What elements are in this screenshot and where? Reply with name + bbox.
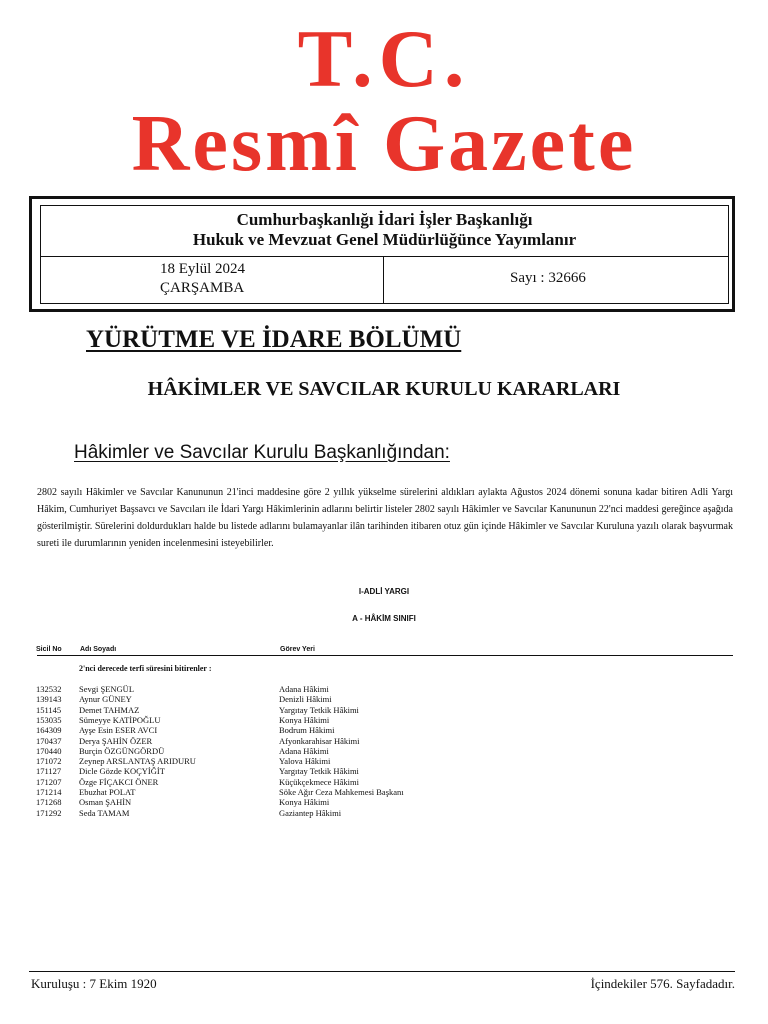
- registry-number: 171207: [36, 776, 62, 787]
- post-name: Adana Hâkimi: [279, 745, 329, 756]
- table-row: [0, 746, 768, 756]
- publisher-line-2: Hukuk ve Mevzuat Genel Müdürlüğünce Yayımlanır: [192, 230, 577, 249]
- subsection-title: HÂKİMLER VE SAVCILAR KURULU KARARLARI: [147, 378, 621, 400]
- list-heading-adli-yargi: I-ADLİ YARGI: [358, 587, 410, 596]
- table-row: [0, 787, 768, 797]
- registry-number: 151145: [36, 704, 62, 715]
- post-name: Yargıtay Tetkik Hâkimi: [279, 704, 359, 715]
- registry-number: 132532: [36, 684, 62, 694]
- founding-date: Kuruluşu : 7 Ekim 1920: [31, 976, 157, 991]
- post-name: Gaziantep Hâkimi: [279, 807, 342, 818]
- column-header-name: Adı Soyadı: [80, 646, 117, 653]
- registry-number: 171292: [36, 807, 62, 818]
- table-row: [0, 766, 768, 776]
- table-row: [0, 725, 768, 735]
- publisher-line-1: Cumhurbaşkanlığı İdari İşler Başkanlığı: [236, 210, 533, 229]
- table-row: [0, 705, 768, 715]
- column-header-registry: Sicil No: [36, 646, 62, 653]
- table-row: [0, 694, 768, 704]
- person-name: Burçin ÖZGÜNGÖRDÜ: [79, 745, 165, 756]
- table-row: [0, 715, 768, 725]
- post-name: Söke Ağır Ceza Mahkemesi Başkanı: [279, 787, 404, 797]
- post-name: Denizli Hâkimi: [279, 694, 332, 705]
- registry-number: 171072: [36, 756, 62, 767]
- person-name: Ebuzhat POLAT: [79, 787, 136, 797]
- table-row: [0, 684, 768, 694]
- person-name: Ayşe Esin ESER AVCI: [79, 725, 158, 736]
- issue-date: 18 Eylül 2024: [160, 261, 245, 277]
- issue-weekday: ÇARŞAMBA: [160, 280, 245, 296]
- registry-number: 170440: [36, 745, 62, 756]
- column-header-post: Görev Yeri: [280, 646, 315, 653]
- post-name: Küçükçekmece Hâkimi: [279, 776, 360, 787]
- header-box-divider: [40, 256, 729, 257]
- person-name: Dicle Gözde KOÇYİĞİT: [79, 766, 165, 777]
- person-name: Sümeyye KATİPOĞLU: [79, 714, 161, 725]
- post-name: Adana Hâkimi: [279, 684, 329, 694]
- person-name: Demet TAHMAZ: [79, 704, 140, 715]
- registry-number: 170437: [36, 735, 62, 746]
- intro-paragraph: 2802 sayılı Hâkimler ve Savcılar Kanununun 21'inci maddesine göre 2 yıllık yükselme sürelerini aldıkları aylakta Ağustos 2024 dönemi sonuna kadar bitiren Adli Yargı Hâkim, Cumhuriyet Başsavcı ve Savcıları ile İdari Yargı Hâkimlerinin adlarını belirtir listeler 2802 sayılı Hâkimler ve Savcılar Kanununun 22'nci maddesi gereğince aşağıda gösterilmiştir. Sürelerini doldurdukları halde bu listede adlarını bulamayanlar ilân tarihinden itibaren otuz gün içinde Hâkimler ve Savcılar Kuruluna yazılı olarak başvurmak sureti ile durumlarının yeniden incelenmesini isteyebilirler.: [37, 487, 733, 549]
- registry-number: 139143: [36, 694, 62, 705]
- post-name: Yalova Hâkimi: [279, 756, 331, 767]
- post-name: Konya Hâkimi: [279, 714, 330, 725]
- person-name: Zeynep ARSLANTAŞ ARIDURU: [79, 756, 196, 767]
- registry-number: 164309: [36, 725, 62, 736]
- table-row: [0, 736, 768, 746]
- masthead-title: Resmî Gazete: [131, 100, 637, 188]
- person-name: Osman ŞAHİN: [79, 797, 132, 808]
- post-name: Yargıtay Tetkik Hâkimi: [279, 766, 359, 777]
- masthead-tc: T.C.: [297, 13, 471, 104]
- header-box-vertical-divider: [383, 256, 384, 304]
- person-name: Sevgi ŞENGÜL: [79, 684, 135, 694]
- registry-number: 171268: [36, 797, 62, 808]
- post-name: Bodrum Hâkimi: [279, 725, 335, 736]
- table-row: [0, 808, 768, 818]
- table-row: [0, 756, 768, 766]
- issue-number: Sayı : 32666: [510, 270, 586, 286]
- table-row: [0, 797, 768, 807]
- footer-rule: [29, 971, 735, 972]
- post-name: Konya Hâkimi: [279, 797, 330, 808]
- section-title: YÜRÜTME VE İDARE BÖLÜMÜ: [86, 326, 462, 353]
- registry-number: 153035: [36, 714, 62, 725]
- person-name: Derya ŞAHİN ÖZER: [79, 735, 153, 746]
- column-header-rule: [37, 655, 733, 656]
- registry-number: 171127: [36, 766, 62, 777]
- registry-number: 171214: [36, 787, 62, 797]
- toc-note: İçindekiler 576. Sayfadadır.: [590, 976, 735, 991]
- authority-heading: Hâkimler ve Savcılar Kurulu Başkanlığından:: [74, 442, 450, 463]
- list-heading-hakim-sinifi: A - HÂKİM SINIFI: [352, 614, 416, 623]
- group-label: 2'nci derecede terfi süresini bitirenler :: [79, 664, 212, 673]
- person-name: Aynur GÜNEY: [79, 694, 132, 705]
- post-name: Afyonkarahisar Hâkimi: [279, 735, 360, 746]
- person-name: Özge FİÇAKCI ÖNER: [79, 776, 159, 787]
- table-row: [0, 777, 768, 787]
- person-name: Seda TAMAM: [79, 807, 130, 818]
